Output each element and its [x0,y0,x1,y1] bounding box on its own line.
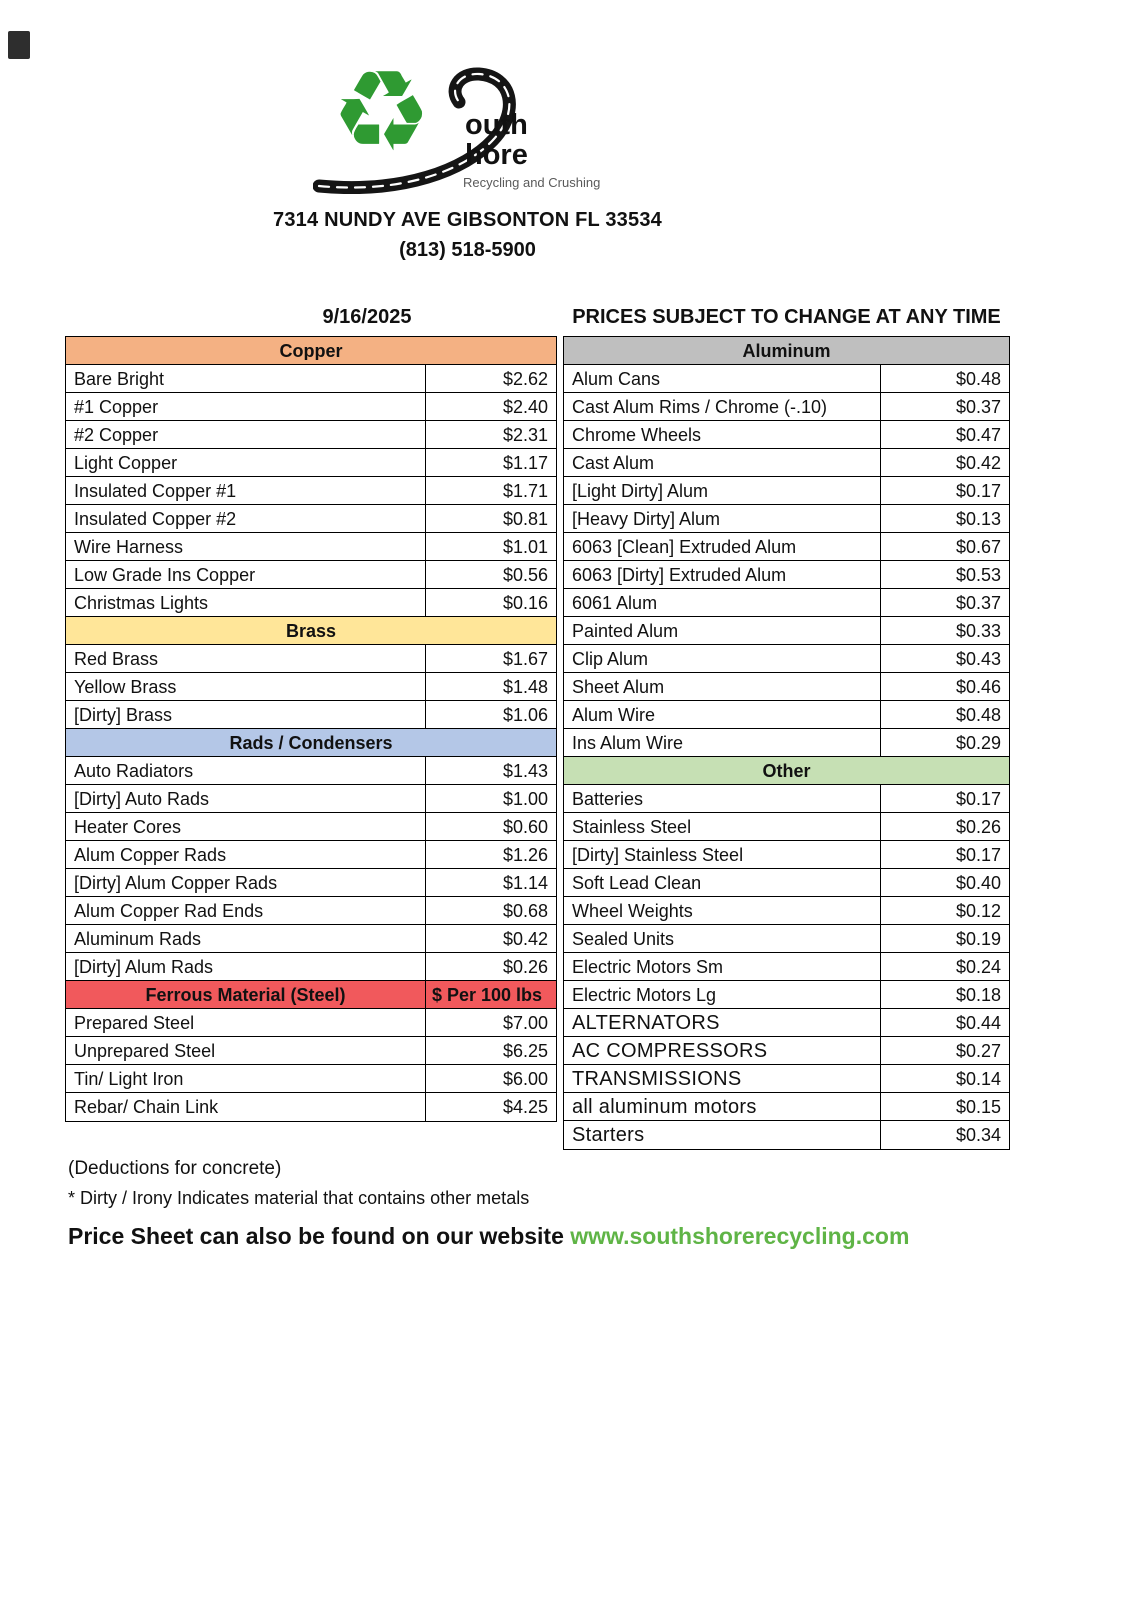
right-price-table [563,336,1010,1150]
section-title: Brass [285,621,337,640]
recycle-icon: ♻ [330,47,431,177]
material-name: [Dirty] Alum Copper Rads [66,869,426,896]
concrete-deduction-note: (Deductions for concrete) [68,1158,282,1179]
price-row-sealed-units [564,925,1009,953]
company-phone: (813) 518-5900 [399,239,536,261]
meta-row [65,306,1010,329]
material-name: all aluminum motors [564,1093,881,1120]
material-price: $0.17 [955,789,1001,808]
material-name: Heater Cores [66,813,426,840]
price-row-clip-alum [564,645,1009,673]
material-price: $0.24 [955,957,1001,976]
material-price: $0.40 [955,873,1001,892]
material-name: Bare Bright [66,365,426,392]
material-price: $0.47 [955,425,1001,444]
material-name: [Dirty] Brass [66,701,426,728]
brand-tagline: Recycling and Crushing [462,175,600,190]
material-price: $0.27 [955,1041,1001,1060]
section-header-ferrous-material-steel [66,981,556,1009]
price-row-bare-bright [66,365,556,393]
material-price: $1.48 [502,677,548,696]
price-row-6063-clean-extruded-alum [564,533,1009,561]
material-name: Unprepared Steel [66,1037,426,1064]
footer-notes [68,1158,1058,1250]
material-name: Aluminum Rads [66,925,426,952]
material-price: $0.68 [502,901,548,920]
price-row-all-aluminum-motors [564,1093,1009,1121]
material-price: $0.16 [502,593,548,612]
material-price: $0.48 [955,705,1001,724]
price-row-light-dirty-alum [564,477,1009,505]
material-price: $0.42 [955,453,1001,472]
material-name: Clip Alum [564,645,881,672]
material-name: Rebar/ Chain Link [66,1093,426,1121]
price-row-insulated-copper-2 [66,505,556,533]
price-row-red-brass [66,645,556,673]
material-price: $1.43 [502,761,548,780]
section-header-brass [66,617,556,645]
material-price: $0.26 [955,817,1001,836]
price-row-starters [564,1121,1009,1149]
material-price: $0.26 [502,957,548,976]
material-price: $0.37 [955,397,1001,416]
price-row-light-copper [66,449,556,477]
material-name: Cast Alum Rims / Chrome (-.10) [564,393,881,420]
material-price: $0.37 [955,593,1001,612]
material-name: ALTERNATORS [564,1009,881,1036]
material-name: #1 Copper [66,393,426,420]
material-name: Alum Copper Rad Ends [66,897,426,924]
material-name: Christmas Lights [66,589,426,616]
material-price: $1.01 [502,537,548,556]
material-name: Starters [564,1121,881,1149]
material-price: $0.44 [955,1013,1001,1032]
material-name: Wire Harness [66,533,426,560]
price-row-alum-wire [564,701,1009,729]
material-price: $6.25 [502,1041,548,1060]
website-text: Price Sheet can also be found on our website [68,1223,564,1249]
material-price: $0.15 [955,1097,1001,1116]
material-name: Soft Lead Clean [564,869,881,896]
price-row-heater-cores [66,813,556,841]
price-row-prepared-steel [66,1009,556,1037]
price-row-6061-alum [564,589,1009,617]
price-row-aluminum-rads [66,925,556,953]
section-title: Copper [279,341,343,360]
material-price: $1.17 [502,453,548,472]
material-price: $1.14 [502,873,548,892]
price-row-rebar-chain-link [66,1093,556,1121]
material-price: $0.14 [955,1069,1001,1088]
material-name: Chrome Wheels [564,421,881,448]
price-row-wheel-weights [564,897,1009,925]
material-name: Painted Alum [564,617,881,644]
material-price: $2.40 [502,397,548,416]
material-name: Batteries [564,785,881,812]
material-name: Red Brass [66,645,426,672]
website-line [68,1223,1058,1250]
material-name: #2 Copper [66,421,426,448]
price-row-6063-dirty-extruded-alum [564,561,1009,589]
material-price: $0.42 [502,929,548,948]
price-row-alum-cans [564,365,1009,393]
material-name: [Heavy Dirty] Alum [564,505,881,532]
material-name: Low Grade Ins Copper [66,561,426,588]
dirty-material-note: * Dirty / Irony Indicates material that contains other metals [68,1188,530,1208]
section-header-rads-condensers [66,729,556,757]
material-price: $0.13 [955,509,1001,528]
material-name: Prepared Steel [66,1009,426,1036]
material-price: $0.29 [955,733,1001,752]
company-address: 7314 NUNDY AVE GIBSONTON FL 33534 [273,209,662,231]
price-row-tin-light-iron [66,1065,556,1093]
material-price: $1.06 [502,705,548,724]
material-price: $2.31 [502,425,548,444]
material-name: Sealed Units [564,925,881,952]
price-row-wire-harness [66,533,556,561]
material-price: $1.67 [502,649,548,668]
document-header [0,42,935,262]
price-row-ins-alum-wire [564,729,1009,757]
material-price: $0.18 [955,985,1001,1004]
material-name: Cast Alum [564,449,881,476]
section-unit-label: $ Per 100 lbs [431,985,543,1004]
material-name: Auto Radiators [66,757,426,784]
material-name: Electric Motors Lg [564,981,881,1008]
material-name: [Dirty] Alum Rads [66,953,426,980]
material-price: $4.25 [502,1098,548,1116]
material-name: TRANSMISSIONS [564,1065,881,1092]
material-price: $0.56 [502,565,548,584]
price-row-dirty-alum-rads [66,953,556,981]
price-row-dirty-alum-copper-rads [66,869,556,897]
material-name: Insulated Copper #2 [66,505,426,532]
price-row-electric-motors-lg [564,981,1009,1009]
material-name: Wheel Weights [564,897,881,924]
material-name: 6063 [Clean] Extruded Alum [564,533,881,560]
brand-text-top: outh [464,109,528,141]
price-row-transmissions [564,1065,1009,1093]
material-price: $1.00 [502,789,548,808]
material-price: $0.67 [955,537,1001,556]
price-row-electric-motors-sm [564,953,1009,981]
price-row-cast-alum [564,449,1009,477]
material-name: [Dirty] Stainless Steel [564,841,881,868]
material-name: Alum Wire [564,701,881,728]
material-name: Tin/ Light Iron [66,1065,426,1092]
material-name: [Light Dirty] Alum [564,477,881,504]
material-price: $0.43 [955,649,1001,668]
website-link: www.southshorerecycling.com [570,1223,910,1249]
price-row-christmas-lights [66,589,556,617]
price-row-chrome-wheels [564,421,1009,449]
material-name: Yellow Brass [66,673,426,700]
material-name: Sheet Alum [564,673,881,700]
price-row-2-copper [66,421,556,449]
left-price-table [65,336,557,1122]
material-name: Alum Cans [564,365,881,392]
material-price: $2.62 [502,369,548,388]
price-row-stainless-steel [564,813,1009,841]
price-tables [65,336,1010,1150]
material-name: AC COMPRESSORS [564,1037,881,1064]
logo-graphic [313,42,623,194]
section-title: Other [762,761,811,780]
material-price: $0.46 [955,677,1001,696]
material-name: Light Copper [66,449,426,476]
price-row-ac-compressors [564,1037,1009,1065]
material-price: $0.17 [955,845,1001,864]
section-header-other [564,757,1009,785]
price-change-notice: PRICES SUBJECT TO CHANGE AT ANY TIME [572,306,1001,328]
material-price: $0.81 [502,509,548,528]
material-price: $1.26 [502,845,548,864]
material-price: $0.60 [502,817,548,836]
section-title: Rads / Condensers [229,733,393,752]
price-row-alum-copper-rads [66,841,556,869]
price-row-auto-radiators [66,757,556,785]
material-name: 6061 Alum [564,589,881,616]
material-price: $0.48 [955,369,1001,388]
price-row-cast-alum-rims-chrome-10 [564,393,1009,421]
price-row-sheet-alum [564,673,1009,701]
price-sheet-date: 9/16/2025 [322,306,412,328]
section-header-aluminum [564,337,1009,365]
price-row-low-grade-ins-copper [66,561,556,589]
material-price: $0.33 [955,621,1001,640]
material-name: Stainless Steel [564,813,881,840]
price-row-painted-alum [564,617,1009,645]
price-row-insulated-copper-1 [66,477,556,505]
price-row-dirty-stainless-steel [564,841,1009,869]
price-row-1-copper [66,393,556,421]
price-row-heavy-dirty-alum [564,505,1009,533]
company-logo [313,42,623,194]
material-price: $6.00 [502,1069,548,1088]
price-row-yellow-brass [66,673,556,701]
price-row-dirty-brass [66,701,556,729]
price-row-unprepared-steel [66,1037,556,1065]
material-name: Electric Motors Sm [564,953,881,980]
price-row-dirty-auto-rads [66,785,556,813]
material-name: Insulated Copper #1 [66,477,426,504]
material-price: $0.17 [955,481,1001,500]
section-title: Ferrous Material (Steel) [66,981,426,1008]
material-price: $0.53 [955,565,1001,584]
material-price: $7.00 [502,1013,548,1032]
material-name: Ins Alum Wire [564,729,881,756]
price-row-soft-lead-clean [564,869,1009,897]
price-row-alternators [564,1009,1009,1037]
material-price: $0.19 [955,929,1001,948]
price-row-alum-copper-rad-ends [66,897,556,925]
material-name: 6063 [Dirty] Extruded Alum [564,561,881,588]
material-price: $0.12 [955,901,1001,920]
price-row-batteries [564,785,1009,813]
material-price: $0.34 [955,1126,1001,1144]
section-title: Aluminum [742,341,831,360]
material-name: Alum Copper Rads [66,841,426,868]
section-header-copper [66,337,556,365]
brand-text-bottom: hore [464,139,528,171]
material-name: [Dirty] Auto Rads [66,785,426,812]
material-price: $1.71 [502,481,548,500]
